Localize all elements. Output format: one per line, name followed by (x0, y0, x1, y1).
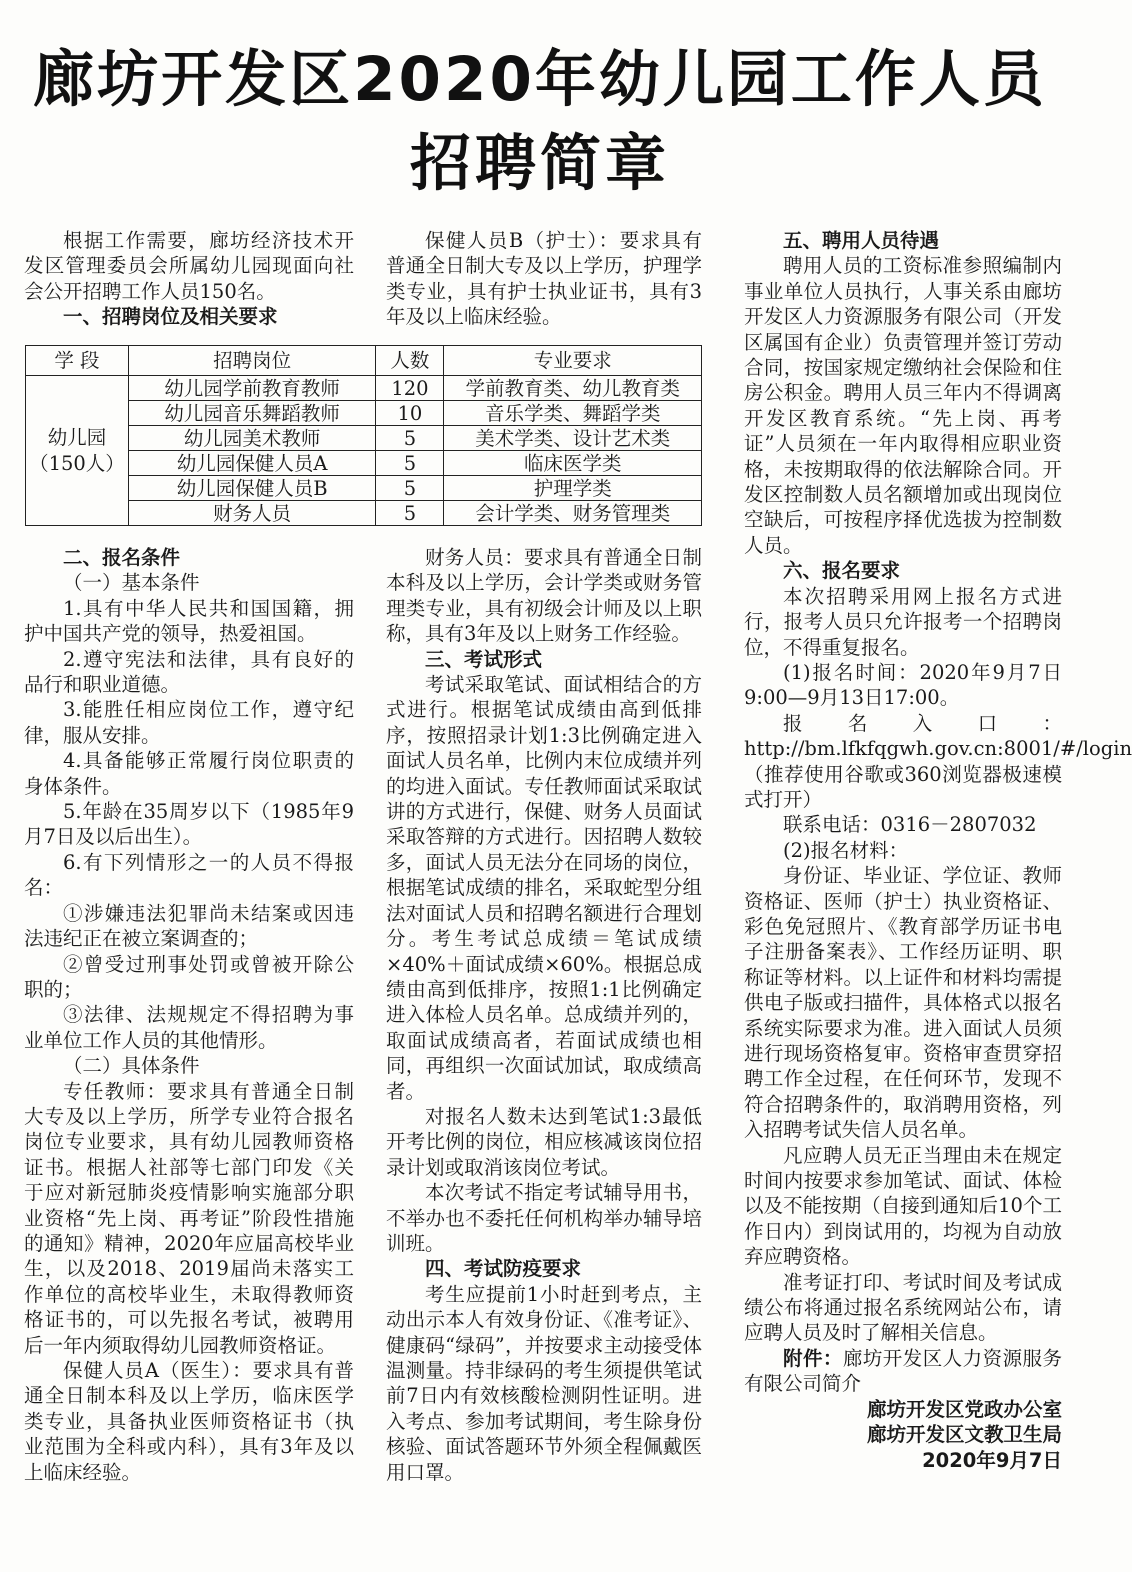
section5-heading: 五、聘用人员待遇 (783, 229, 940, 252)
title-line-1: 廊坊开发区2020年幼儿园工作人员 (33, 44, 1047, 115)
stage-total: （150人） (29, 451, 125, 475)
nurse-b-paragraph: 保健人员B（护士）：要求具有普通全日制大专及以上学历，护理学类专业，具有护士执业证书，具有3年及以上临床经验。 (386, 229, 702, 329)
count-cell: 5 (376, 426, 444, 451)
major-cell: 美术学类、设计艺术类 (444, 426, 702, 451)
basic-condition: 1.具有中华人民共和国国籍，拥护中国共产党的领导，热爱祖国。 (24, 596, 354, 646)
post-cell: 财务人员 (128, 501, 376, 526)
post-cell: 幼儿园美术教师 (128, 426, 376, 451)
attachment-text: 廊坊开发区人力资源服务有限公司简介 (744, 1346, 1062, 1396)
major-cell: 音乐学类、舞蹈学类 (444, 401, 702, 426)
post-cell: 幼儿园保健人员A (128, 451, 376, 476)
basic-condition: 5.年龄在35周岁以下（1985年9月7日及以后出生）。 (24, 800, 354, 849)
count-cell: 120 (376, 376, 444, 401)
intro-block (24, 228, 354, 330)
major-cell: 学前教育类、幼儿教育类 (444, 376, 702, 401)
count-cell: 10 (376, 401, 444, 426)
section3-heading: 三、考试形式 (425, 647, 543, 671)
major-cell: 临床医学类 (444, 451, 702, 476)
table-row (26, 376, 702, 401)
signature-date: 2020年9月7日 (922, 1448, 1062, 1472)
right-column (744, 228, 1132, 1473)
table-header-row (26, 346, 702, 376)
section6-heading: 六、报名要求 (783, 559, 901, 583)
count-cell: 5 (376, 476, 444, 501)
stage-name: 幼儿园 (47, 425, 107, 449)
section6-paragraph: 准考证打印、考试时间及考试成绩公布将通过报名系统网站公布，请应聘人员及时了解相关信息。 (744, 1270, 1062, 1345)
basic-condition: 3.能胜任相应岗位工作，遵守纪律，服从安排。 (24, 698, 354, 747)
major-cell: 护理学类 (444, 476, 702, 501)
section3-paragraph: 对报名人数未达到笔试1:3最低开考比例的岗位，相应核减该岗位招录计划或取消该岗位考试。 (386, 1104, 702, 1179)
title-line-2: 招聘简章 (409, 128, 670, 199)
basic-condition: ②曾受过刑事处罚或曾被开除公职的； (24, 952, 354, 1001)
section6-paragraph: 凡应聘人员无正当理由未在规定时间内按要求参加笔试、面试、体检以及不能按期（自接到通知后10个工作日内）到岗试用的，均视为自动放弃应聘资格。 (744, 1143, 1062, 1269)
basic-conditions-heading: （一）基本条件 (63, 571, 200, 595)
section5-paragraph: 聘用人员的工资标准参照编制内事业单位人员执行，人事关系由廊坊开发区人力资源服务有限公司（开发区属国有企业）负责管理并签订劳动合同，按国家规定缴纳社会保险和住房公积金。聘用人员三年内不得调离开发区教育系统。“先上岗、再考证”人员须在一年内取得相应职业资格，未按期取得的依法解除合同。开发区控制数人员名额增加或出现岗位空缺后，可按程序择优选拔为控制数人员。 (744, 254, 1062, 557)
specific-condition: 专任教师：要求具有普通全日制大专及以上学历，所学专业符合报名岗位专业要求，具有幼儿园教师资格证书。根据人社部等七部门印发《关于应对新冠肺炎疫情影响实施部分职业资格“先上岗、再考证”阶段性措施的通知》精神，2020年应届高校毕业生，以及2018、2019届尚未落实工作单位的高校毕业生，未取得教师资格证书的，可以先报名考试，被聘用后一年内须取得幼儿园教师资格证。 (24, 1079, 354, 1357)
section6-paragraph: 本次招聘采用网上报名方式进行，报考人员只允许报考一个招聘岗位，不得重复报名。 (744, 584, 1062, 659)
registration-time: (1)报名时间：2020年9月7日9:00—9月13日17:00。 (744, 660, 1062, 710)
attachment-note (744, 1346, 1062, 1397)
post-cell: 幼儿园音乐舞蹈教师 (128, 401, 376, 426)
materials-heading: (2)报名材料： (783, 838, 909, 862)
col-header-post: 招聘岗位 (128, 346, 376, 376)
col-header-count: 人数 (376, 346, 444, 376)
attachment-label: 附件： (783, 1346, 843, 1370)
intro-paragraph: 根据工作需要，廊坊经济技术开发区管理委员会所属幼儿园现面向社会公开招聘工作人员150名。 (24, 229, 354, 303)
section1-heading: 一、招聘岗位及相关要求 (63, 305, 278, 329)
col-header-major: 专业要求 (444, 346, 702, 376)
page-title (0, 38, 1080, 206)
basic-condition: 2.遵守宪法和法律，具有良好的品行和职业道德。 (24, 647, 354, 697)
specific-condition: 保健人员A（医生）：要求具有普通全日制本科及以上学历，临床医学类专业，具备执业医师资格证书（执业范围为全科或内科），具有3年及以上临床经验。 (24, 1359, 354, 1484)
specific-conditions-heading: （二）具体条件 (63, 1054, 200, 1078)
materials-paragraph: 身份证、毕业证、学位证、教师资格证、医师（护士）执业资格证、彩色免冠照片、《教育部学历证书电子注册备案表》、工作经历证明、职称证等材料。以上证件和材料均需提供电子版或扫描件，具体格式以报名系统实际要求为准。进入面试人员须进行现场资格复审。资格审查贯穿招聘工作全过程，在任何环节，发现不符合招聘条件的，取消聘用资格，列入招聘考试失信人员名单。 (744, 864, 1062, 1142)
section2-block (24, 545, 354, 1485)
count-cell: 5 (376, 501, 444, 526)
positions-table (25, 345, 702, 526)
section3-paragraph: 本次考试不指定考试辅导用书，不举办也不委托任何机构举办辅导培训班。 (386, 1181, 702, 1255)
nurse-b-block (386, 228, 702, 330)
section2-heading: 二、报名条件 (63, 546, 181, 569)
basic-condition: 6.有下列情形之一的人员不得报名： (24, 850, 354, 900)
middle-column (386, 545, 702, 1485)
signature-org-2: 廊坊开发区文教卫生局 (866, 1423, 1062, 1447)
count-cell: 5 (376, 451, 444, 476)
section4-paragraph: 考生应提前1小时赶到考点，主动出示本人有效身份证、《准考证》、健康码“绿码”，并按要求主动接受体温测量。持非绿码的考生须提供笔试前7日内有效核酸检测阴性证明。进入考点、参加考试期间，考生除身份核验、面试答题环节外须全程佩戴医用口罩。 (386, 1282, 702, 1484)
signature-org-1: 廊坊开发区党政办公室 (866, 1397, 1062, 1421)
stage-cell (26, 376, 129, 526)
col-header-stage: 学 段 (26, 346, 129, 376)
contact-phone: 联系电话：0316－2807032 (783, 813, 1037, 837)
major-cell: 会计学类、财务管理类 (444, 501, 702, 526)
basic-condition: ③法律、法规规定不得招聘为事业单位工作人员的其他情形。 (24, 1003, 354, 1052)
post-cell: 幼儿园保健人员B (128, 476, 376, 501)
registration-url: 报名入口：http://bm.lfkfqgwh.gov.cn:8001/#/login（推荐使用谷歌或360浏览器极速模式打开） (744, 711, 1132, 811)
post-cell: 幼儿园学前教育教师 (128, 376, 376, 401)
basic-condition: ①涉嫌违法犯罪尚未结案或因违法违纪正在被立案调查的； (24, 901, 354, 951)
basic-condition: 4.具备能够正常履行岗位职责的身体条件。 (24, 749, 354, 798)
section4-heading: 四、考试防疫要求 (425, 1257, 582, 1281)
section3-paragraph: 考试采取笔试、面试相结合的方式进行。根据笔试成绩由高到低排序，按照招录计划1:3比例确定进入面试人员名单，比例内末位成绩并列的均进入面试。专任教师面试采取试讲的方式进行，保健、财务人员面试采取答辩的方式进行。因招聘人数较多，面试人员无法分在同场的岗位，根据笔试成绩的排名，采取蛇型分组法对面试人员和招聘名额进行合理划分。考生考试总成绩＝笔试成绩×40%＋面试成绩×60%。根据总成绩由高到低排序，按照1:1比例确定进入体检人员名单。总成绩并列的，取面试成绩高者，若面试成绩也相同，再组织一次面试加试，取成绩高者。 (386, 673, 702, 1103)
finance-paragraph: 财务人员：要求具有普通全日制本科及以上学历，会计学类或财务管理类专业，具有初级会计师及以上职称，具有3年及以上财务工作经验。 (386, 546, 702, 646)
